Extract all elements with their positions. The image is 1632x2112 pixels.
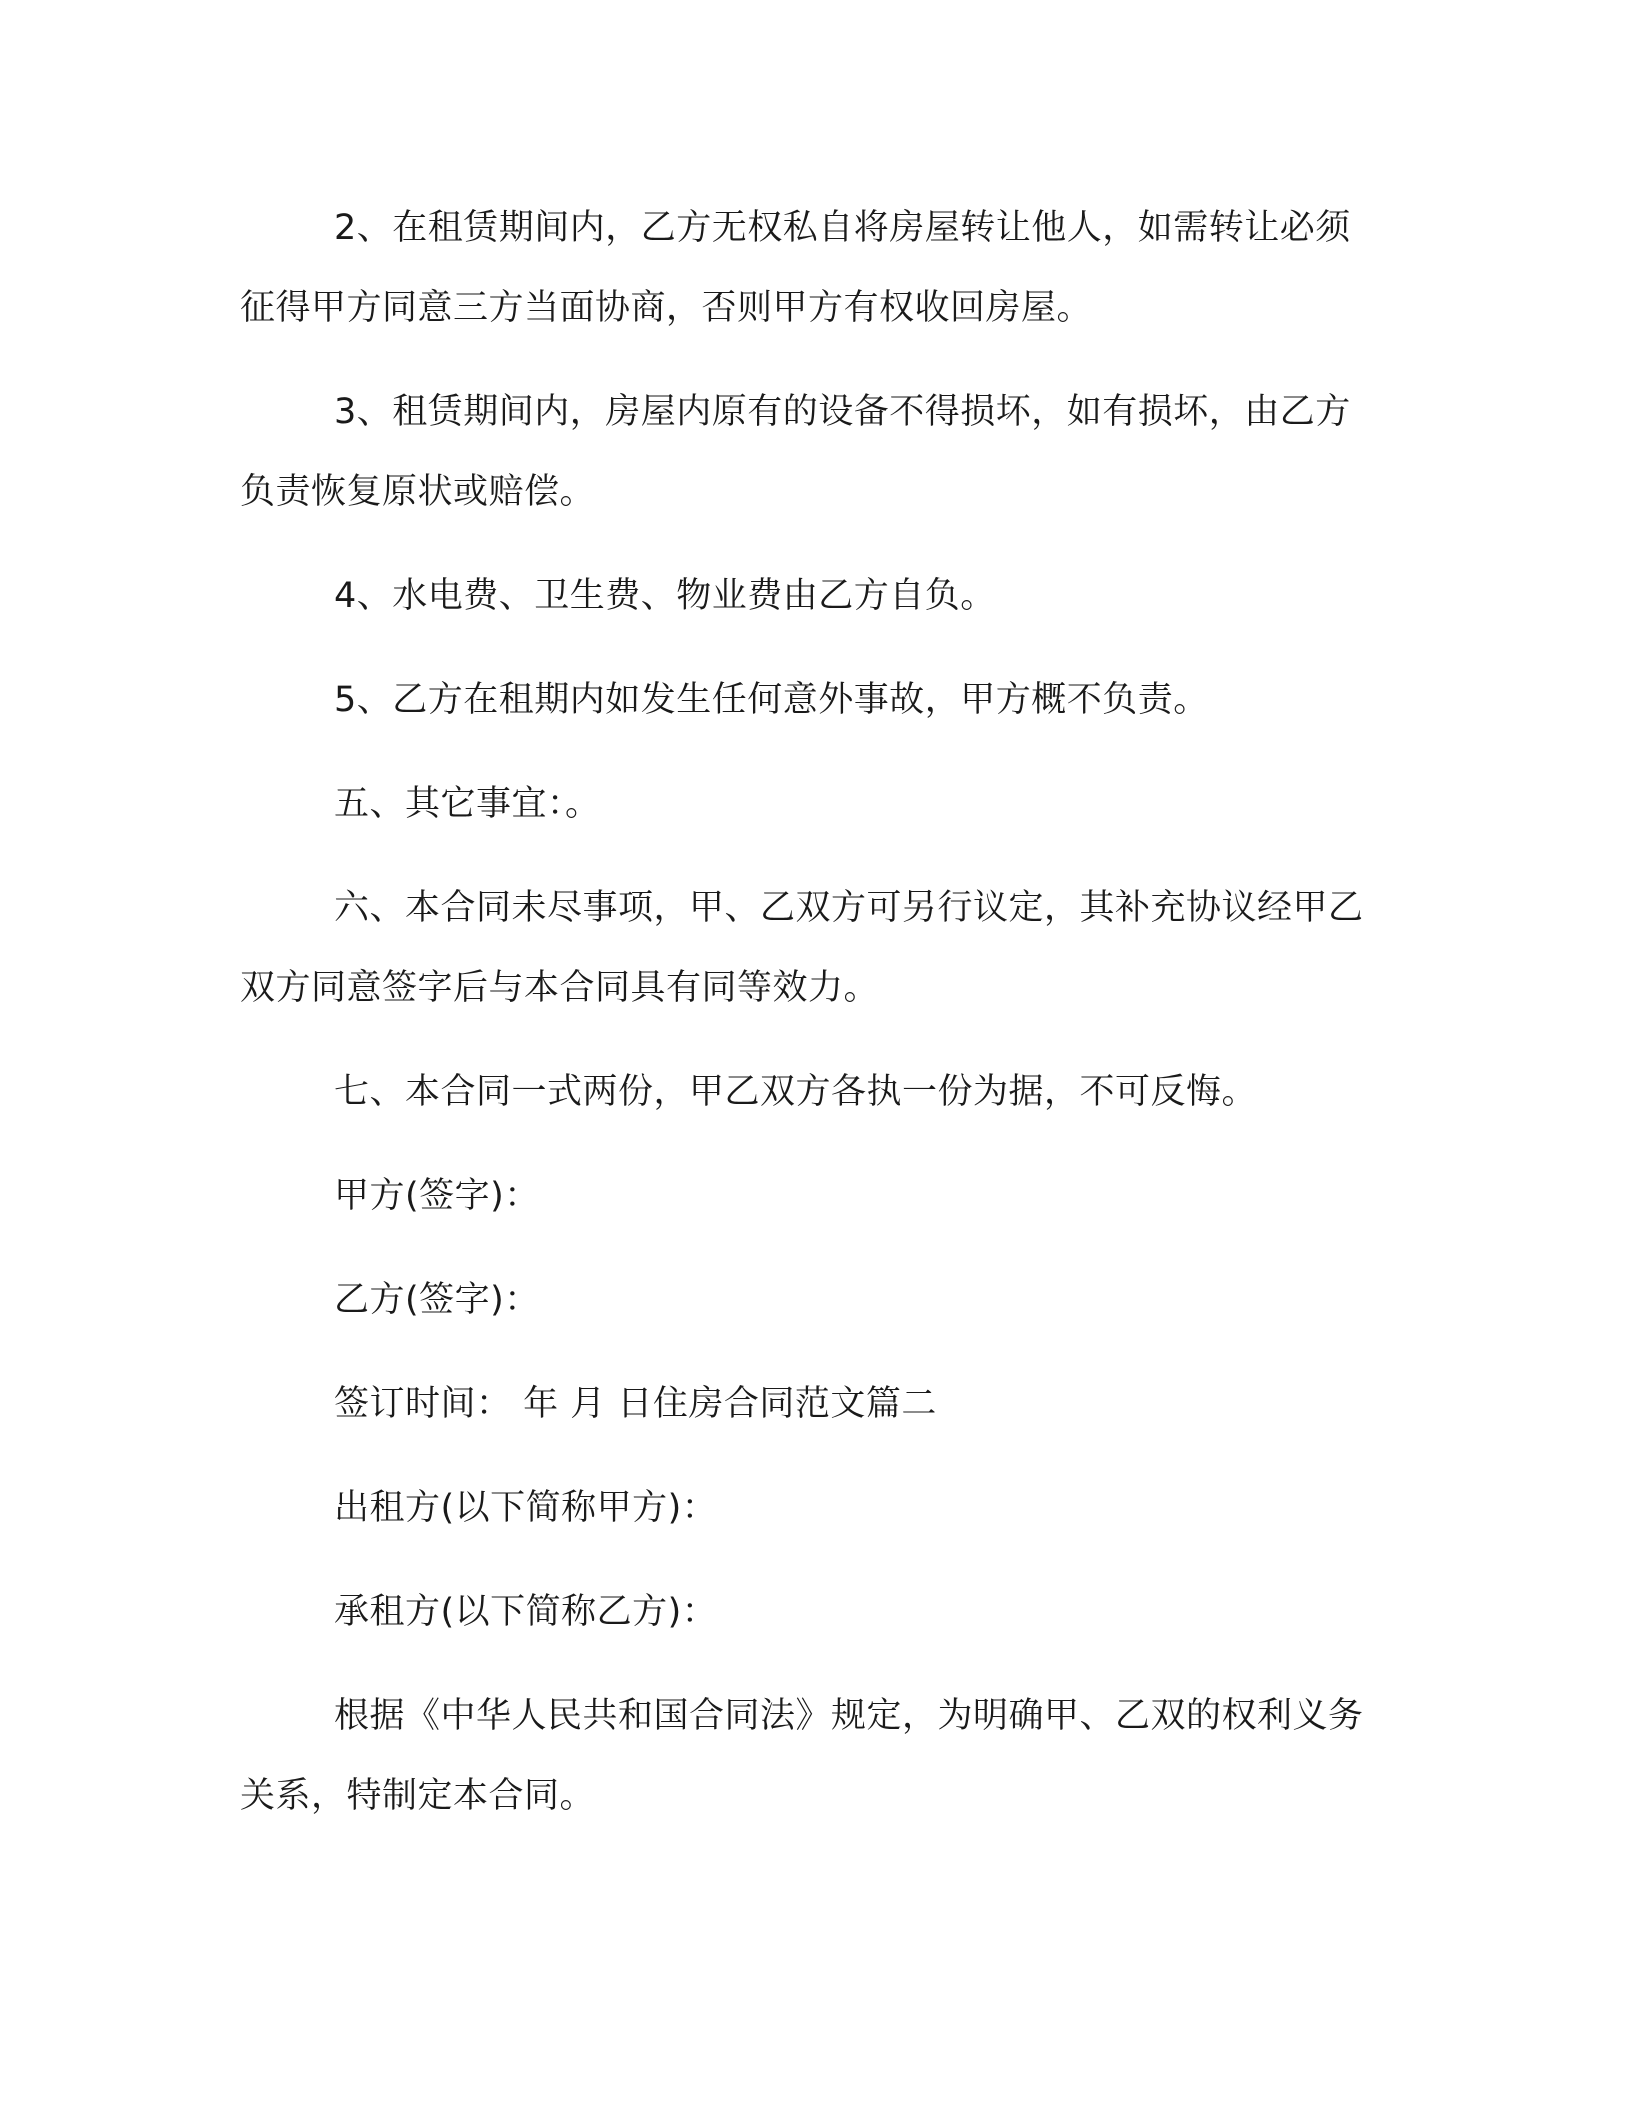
preamble: 根据《中华人民共和国合同法》规定，为明确甲、乙双的权利义务关系，特制定本合同。 [240,1696,1364,1816]
clause-2: 2、在租赁期间内，乙方无权私自将房屋转让他人，如需转让必须征得甲方同意三方当面协商，否则甲方有权收回房屋。 [240,208,1351,328]
section-supplementary: 六、本合同未尽事项，甲、乙双方可另行议定，其补充协议经甲乙双方同意签字后与本合同具有同等效力。 [240,888,1364,1008]
signing-date: 签订时间： 年 月 日住房合同范文篇二 [334,1384,937,1424]
clause-4: 4、水电费、卫生费、物业费由乙方自负。 [334,576,996,616]
clause-5: 5、乙方在租期内如发生任何意外事故，甲方概不负责。 [334,680,1209,720]
clause-3: 3、租赁期间内，房屋内原有的设备不得损坏，如有损坏，由乙方负责恢复原状或赔偿。 [240,392,1351,512]
document-body [240,188,1380,1860]
lessee-line: 承租方(以下简称乙方)： [334,1592,718,1632]
party-a-signature: 甲方(签字)： [334,1176,540,1216]
party-b-signature: 乙方(签字)： [334,1280,540,1320]
section-other-matters: 五、其它事宜：。 [334,784,601,824]
lessor-line: 出租方(以下简称甲方)： [334,1488,718,1528]
section-copies: 七、本合同一式两份，甲乙双方各执一份为据，不可反悔。 [334,1072,1258,1112]
